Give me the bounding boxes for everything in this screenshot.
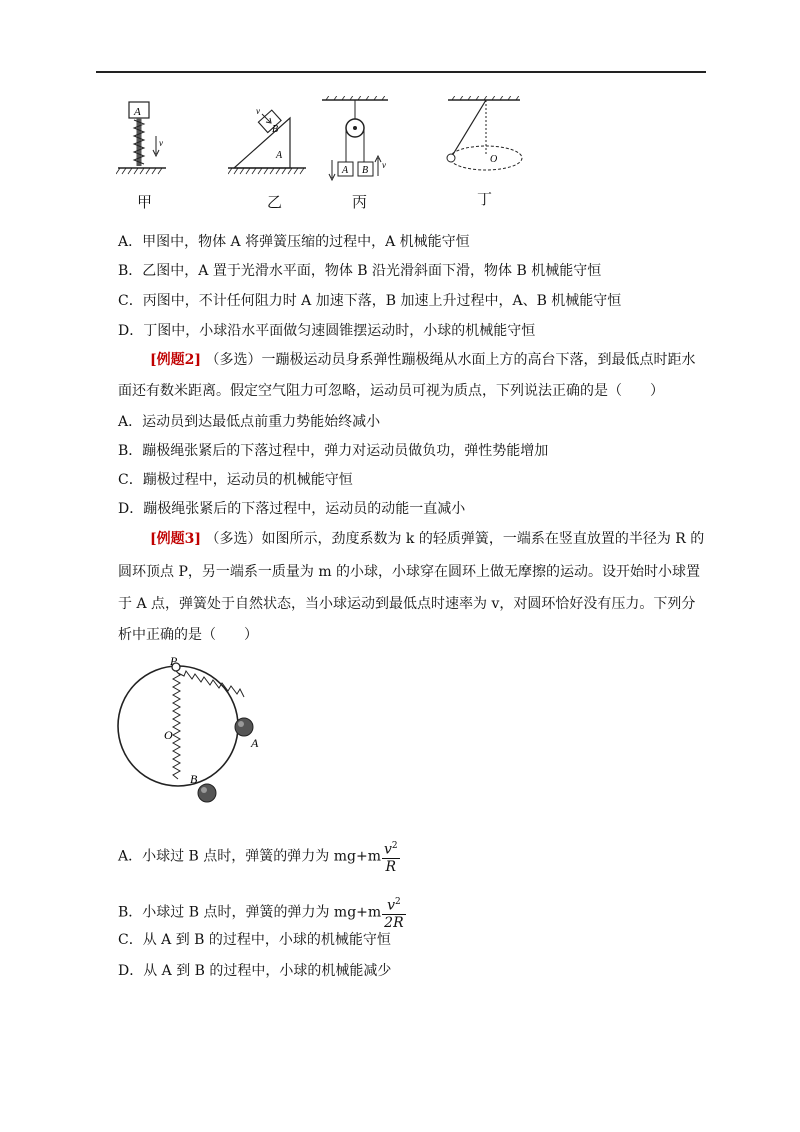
example3-stem-line4: 析中正确的是（ ）	[118, 627, 258, 643]
figure-ring-spring	[110, 655, 270, 805]
label-ding: 丁	[477, 190, 493, 208]
example3-option-c: C．从 A 到 B 的过程中，小球的机械能守恒	[118, 932, 391, 948]
example3-text1: （多选）如图所示，劲度系数为 k 的轻质弹簧，一端系在竖直放置的半径为 R 的	[205, 531, 705, 547]
example3-option-b-text: B．小球过 B 点时，弹簧的弹力为 mg+m	[118, 904, 382, 921]
example3-tag: [例题3]	[150, 531, 201, 547]
example3-option-a	[118, 838, 400, 875]
q1-option-c: C．丙图中，不计任何阻力时 A 加速下落，B 加速上升过程中，A、B 机械能守恒	[118, 293, 622, 309]
frac-b-den: 2R	[384, 914, 404, 931]
example3-stem-line3: 于 A 点，弹簧处于自然状态，当小球运动到最低点时速率为 v，对圆环恰好没有压力。下列分	[118, 596, 696, 612]
ding-center-label: O	[490, 154, 498, 165]
example2-option-b: B．蹦极绳张紧后的下落过程中，弹力对运动员做负功，弹性势能增加	[118, 443, 549, 459]
example2-stem-line2: 面还有数米距离。假定空气阻力可忽略，运动员可视为质点，下列说法正确的是（ ）	[118, 383, 664, 399]
frac-b-sup: 2	[394, 897, 401, 907]
frac-a-sup: 2	[391, 841, 398, 851]
example3-stem-line1	[150, 530, 704, 548]
example2-option-d: D．蹦极绳张紧后的下落过程中，运动员的动能一直减小	[118, 501, 466, 517]
fraction-v2-over-2r	[382, 894, 405, 931]
ring-b-label: B	[190, 772, 198, 786]
q1-option-b: B．乙图中，A 置于光滑水平面，物体 B 沿光滑斜面下滑，物体 B 机械能守恒	[118, 263, 602, 279]
example2-text1: （多选）一蹦极运动员身系弹性蹦极绳从水面上方的高台下落，到最低点时距水	[205, 352, 696, 368]
example3-option-b	[118, 894, 406, 931]
fraction-v2-over-r	[382, 838, 400, 875]
q1-option-d: D．丁图中，小球沿水平面做匀速圆锥摆运动时，小球的机械能守恒	[118, 323, 536, 339]
yi-wedge-label: A	[276, 150, 283, 161]
example2-option-a: A．运动员到达最低点前重力势能始终减小	[118, 414, 381, 430]
bing-block-b-label: B	[362, 165, 369, 176]
label-jia: 甲	[137, 193, 153, 211]
frac-b-num: v	[387, 897, 395, 914]
jia-block-label: A	[134, 106, 141, 118]
ring-a-label: A	[251, 736, 259, 750]
ring-o-label: O	[164, 728, 173, 742]
label-bing: 丙	[352, 193, 368, 211]
bing-velocity-label: v	[382, 160, 386, 170]
figure-yi	[228, 100, 318, 182]
figure-bing	[318, 96, 398, 186]
jia-velocity-label: v	[159, 138, 163, 148]
ring-p-label: P	[170, 655, 178, 668]
yi-block-label: B	[272, 124, 279, 135]
header-rule	[96, 71, 706, 73]
figure-jia	[116, 96, 176, 182]
frac-a-num: v	[384, 841, 392, 858]
example2-stem-line1	[150, 351, 695, 369]
example2-option-c: C．蹦极过程中，运动员的机械能守恒	[118, 472, 353, 488]
q1-option-a: A．甲图中，物体 A 将弹簧压缩的过程中，A 机械能守恒	[118, 234, 470, 250]
figure-ding	[440, 96, 530, 180]
example3-stem-line2: 圆环顶点 P，另一端系一质量为 m 的小球，小球穿在圆环上做无摩擦的运动。设开始时小球置	[118, 564, 701, 580]
yi-velocity-label: v	[256, 106, 260, 116]
example3-option-a-text: A．小球过 B 点时，弹簧的弹力为 mg+m	[118, 848, 381, 865]
label-yi: 乙	[267, 193, 283, 211]
example2-tag: [例题2]	[150, 352, 201, 368]
frac-a-den: R	[385, 858, 397, 875]
example3-option-d: D．从 A 到 B 的过程中，小球的机械能减少	[118, 963, 392, 979]
bing-block-a-label: A	[342, 165, 349, 176]
